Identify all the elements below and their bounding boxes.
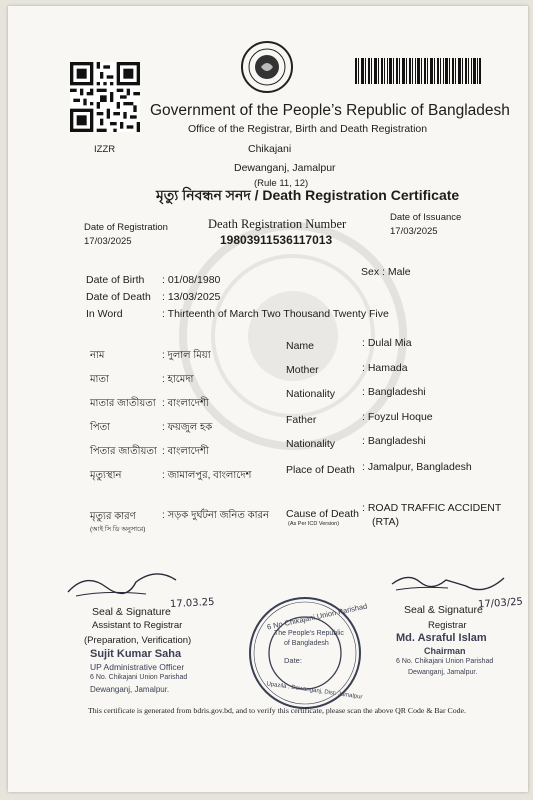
bn-father-value: : ফয়জুল হক	[162, 422, 213, 433]
birth-date-label: Date of Birth	[86, 274, 145, 286]
left-signatory-name: Sujit Kumar Saha	[90, 648, 182, 660]
left-designation: UP Administrative Officer	[90, 662, 185, 672]
left-role-note: (Preparation, Verification)	[84, 635, 192, 646]
bn-place-value: : জামালপুর, বাংলাদেশ	[162, 470, 252, 481]
certificate-title-bn: মৃত্যু নিবন্ধন সনদ	[156, 187, 251, 203]
left-signature-scribble	[66, 562, 186, 602]
father-nationality-label: Nationality	[286, 438, 336, 450]
qr-caption: IZZR	[94, 144, 116, 155]
bn-father-label: পিতা	[90, 422, 111, 433]
inword-value: : Thirteenth of March Two Thousand Twenty Five	[162, 308, 389, 320]
bn-cause-value: : সড়ক দুর্ঘটনা জনিত কারন	[162, 510, 270, 521]
registration-number-value: 19803911536117013	[220, 233, 333, 247]
bn-cause-label: মৃত্যুর কারণ	[90, 511, 136, 522]
bn-mother-value: : হামেদা	[162, 374, 194, 385]
cause-value-line1: : ROAD TRAFFIC ACCIDENT	[362, 502, 502, 514]
mother-nationality-label: Nationality	[286, 388, 336, 400]
government-seal-icon	[240, 40, 294, 94]
bn-name-label: নাম	[90, 350, 105, 361]
issuance-date-label: Date of Issuance	[390, 212, 462, 223]
upazila-name: Dewanganj, Jamalpur	[234, 162, 336, 174]
father-label: Father	[286, 414, 317, 426]
right-role: Registrar	[428, 620, 467, 631]
certificate-paper	[8, 6, 528, 792]
bn-mother-nationality-value: : বাংলাদেশী	[162, 398, 209, 409]
death-date-value: : 13/03/2025	[162, 291, 221, 303]
place-value: : Jamalpur, Bangladesh	[362, 461, 472, 473]
stamp-ring-bottom: Upazila : Dewanganj, Dist: Jamalpur	[266, 681, 363, 701]
certificate-title-en: Death Registration Certificate	[262, 187, 460, 203]
left-role: Assistant to Registrar	[92, 620, 183, 631]
name-label: Name	[286, 340, 315, 352]
cause-note: (As Per ICD Version)	[288, 521, 340, 527]
qr-code	[70, 62, 140, 132]
registration-date-label: Date of Registration	[84, 222, 168, 233]
registration-number-label: Death Registration Number	[208, 217, 347, 231]
stamp-inner-line2: of Bangladesh	[284, 640, 329, 647]
left-union: 6 No. Chikajani Union Parishad	[90, 674, 188, 681]
government-title: Government of the People’s Republic of Bangladesh	[150, 102, 510, 119]
union-name: Chikajani	[248, 143, 292, 155]
bn-cause-note: (আই সি ডি অনুসারে)	[90, 526, 146, 533]
barcode	[355, 58, 481, 84]
left-handwritten-date: 17.03.25	[169, 596, 215, 611]
bn-mother-label: মাতা	[90, 374, 109, 385]
right-seal-label: Seal & Signature	[404, 604, 483, 616]
cause-value-line2: (RTA)	[372, 516, 400, 528]
birth-date-value: : 01/08/1980	[162, 274, 221, 286]
place-label: Place of Death	[286, 464, 355, 476]
inword-label: In Word	[86, 308, 123, 320]
right-signatory-name: Md. Asraful Islam	[396, 632, 487, 644]
stamp-date-label: Date:	[284, 656, 302, 665]
father-nationality-value: : Bangladeshi	[362, 435, 426, 447]
certificate-title	[156, 184, 459, 208]
bn-father-nationality-label: পিতার জাতীয়তা	[90, 446, 157, 457]
right-handwritten-date: 17/03/25	[477, 596, 524, 611]
registration-date-value: 17/03/2025	[84, 236, 132, 247]
stamp-ring-top: 6 No Chikajani Union Parishad	[266, 601, 368, 632]
right-union: 6 No. Chikajani Union Parishad	[396, 658, 494, 665]
stamp-inner-line1: The People's Republic	[274, 630, 344, 637]
rule-reference: (Rule 11, 12)	[254, 178, 309, 189]
left-seal-label: Seal & Signature	[92, 606, 171, 618]
footer-note: This certificate is generated from bdris.gov.bd, and to verify this certificate, please scan the above QR Code & Bar Code.	[88, 706, 466, 715]
bn-mother-nationality-label: মাতার জাতীয়তা	[90, 398, 156, 409]
mother-value: : Hamada	[362, 362, 408, 374]
mother-label: Mother	[286, 364, 319, 376]
office-name: Office of the Registrar, Birth and Death Registration	[188, 123, 428, 135]
right-place: Dewanganj, Jamalpur.	[408, 669, 478, 676]
cause-label: Cause of Death	[286, 508, 359, 520]
bn-place-label: মৃত্যুস্থান	[90, 470, 122, 481]
name-value: : Dulal Mia	[362, 337, 412, 349]
sex-field: Sex : Male	[361, 266, 411, 278]
death-date-label: Date of Death	[86, 291, 151, 303]
right-designation: Chairman	[424, 646, 466, 656]
left-place: Dewanganj, Jamalpur.	[90, 685, 170, 694]
certificate-title-sep: /	[250, 187, 263, 203]
bn-name-value: : দুলাল মিয়া	[162, 350, 211, 361]
mother-nationality-value: : Bangladeshi	[362, 386, 426, 398]
issuance-date-value: 17/03/2025	[390, 226, 438, 237]
father-value: : Foyzul Hoque	[362, 411, 433, 423]
bn-father-nationality-value: : বাংলাদেশী	[162, 446, 209, 457]
